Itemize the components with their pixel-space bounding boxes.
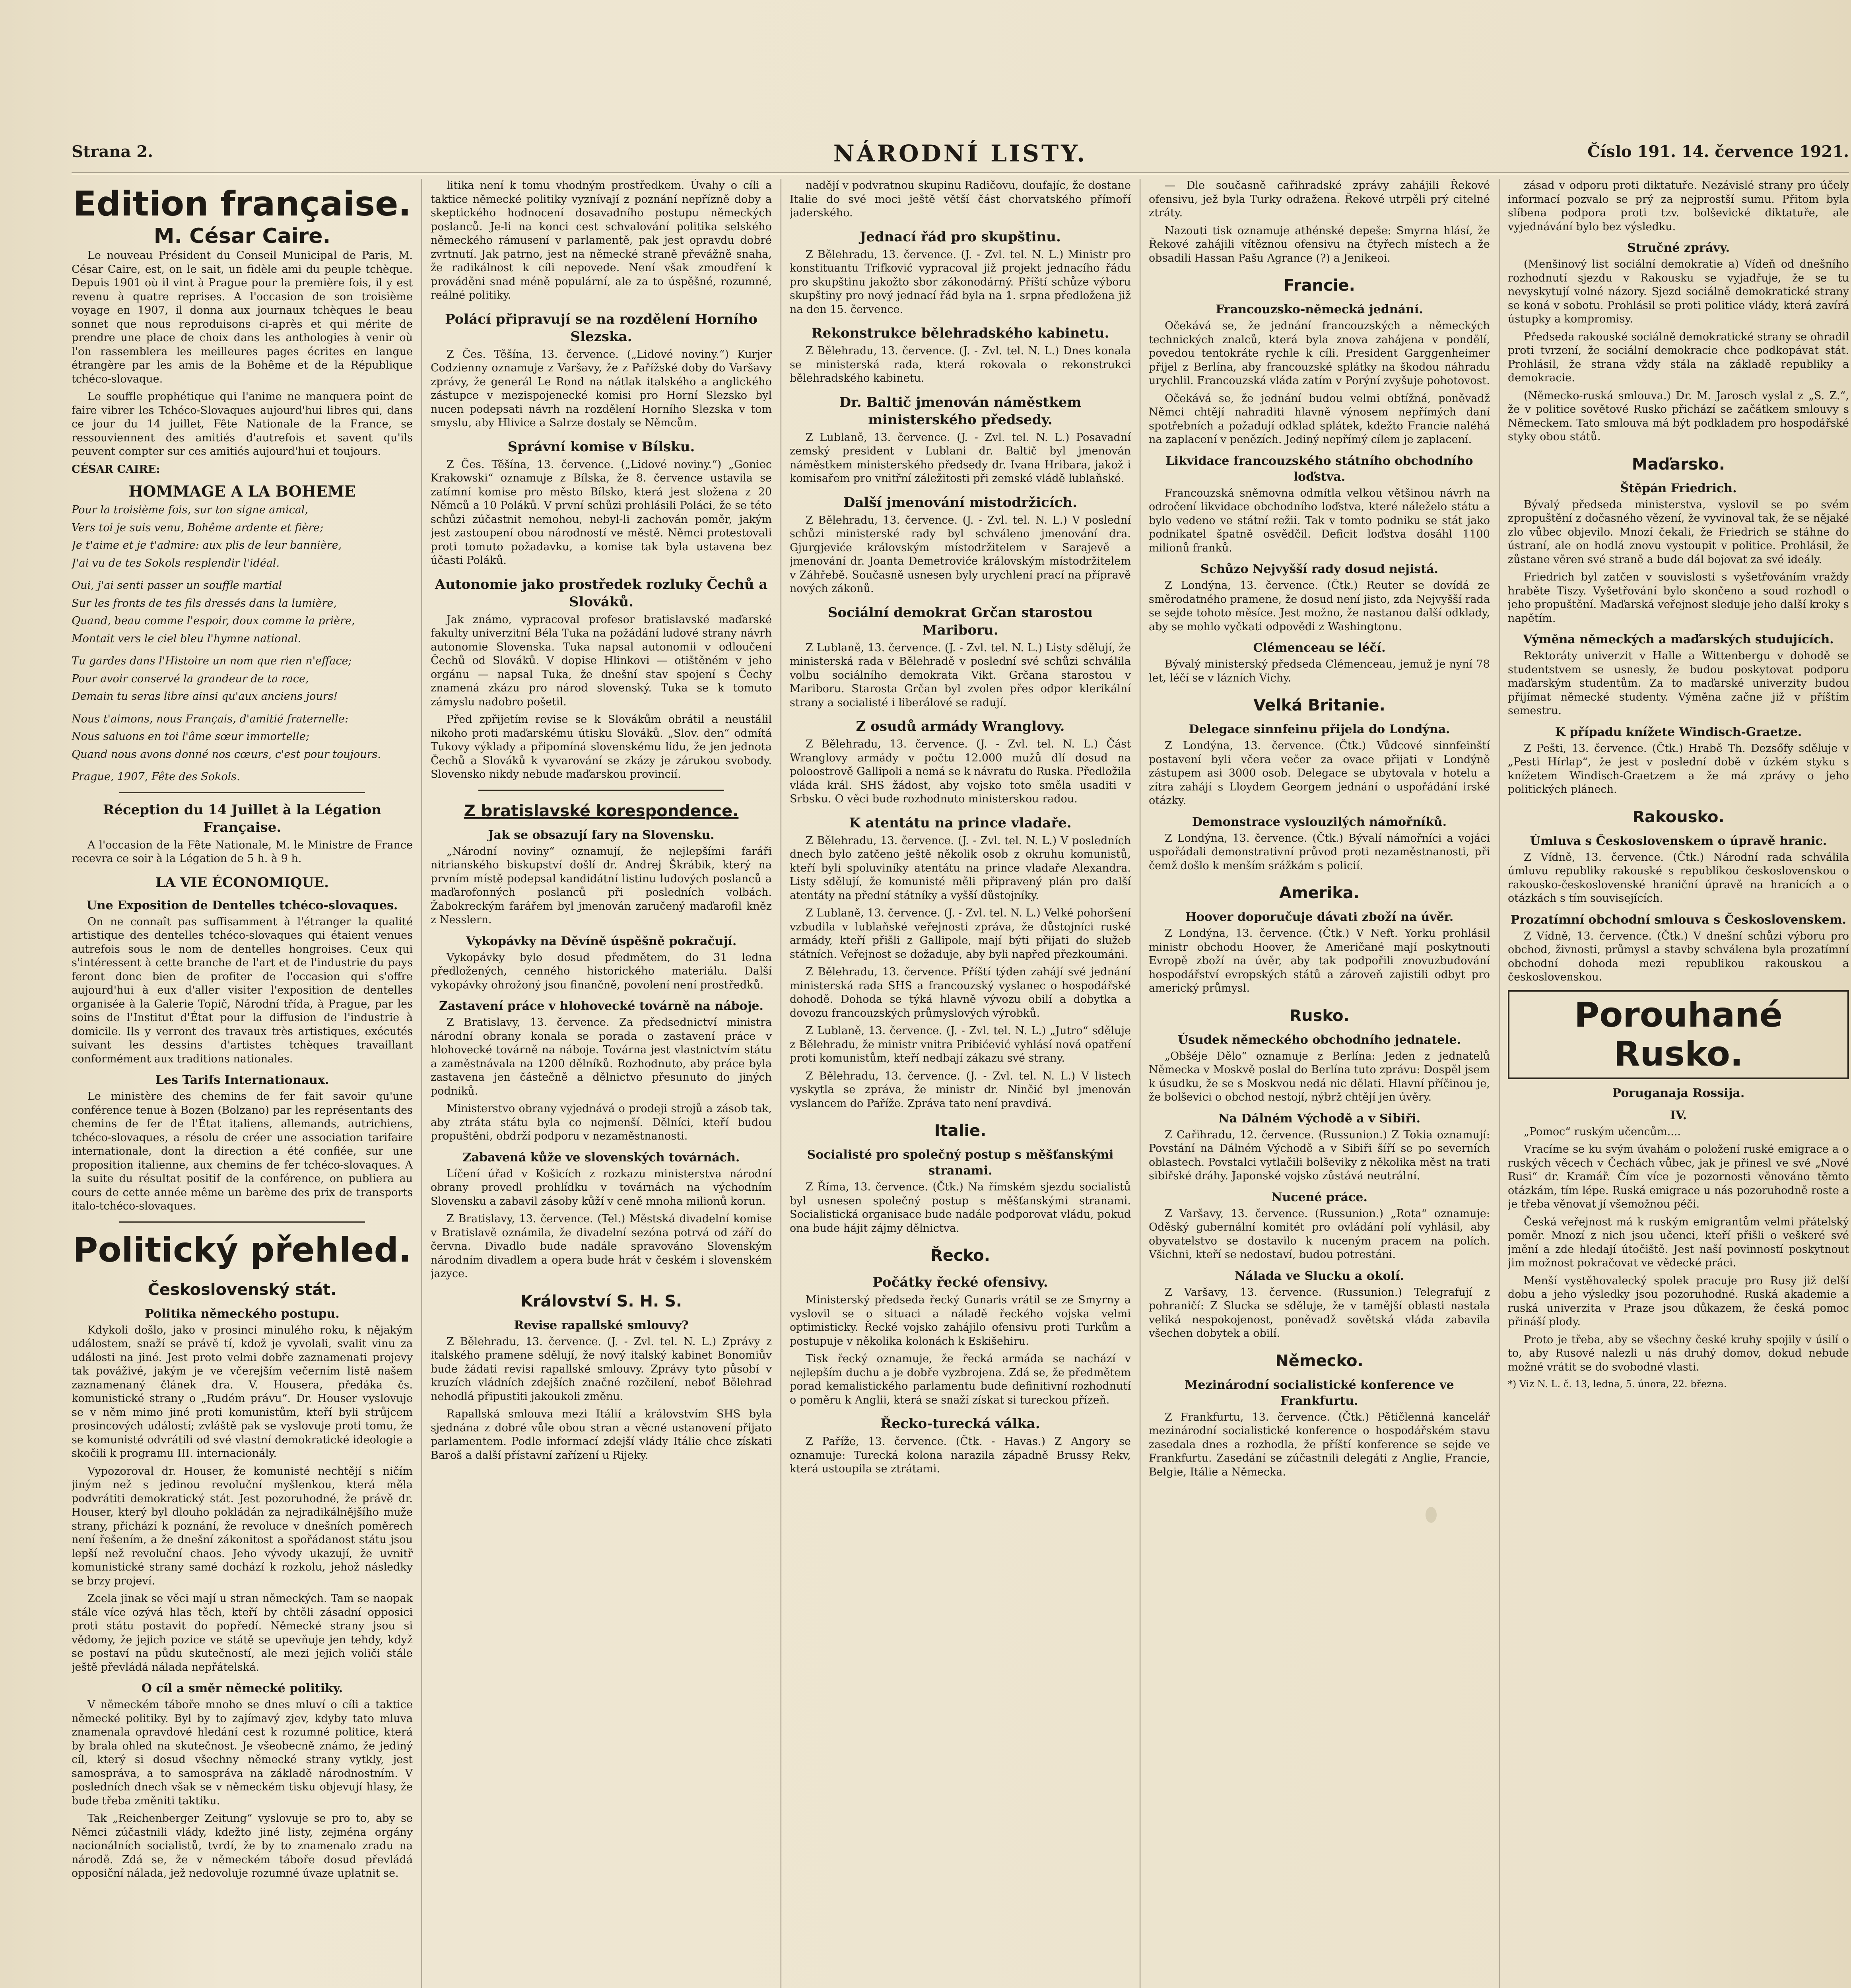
article-paragraph: Friedrich byl zatčen v souvislosti s vyšetřováním vraždy hraběte Tiszy. Vyšetřování bylo skončeno a soud rozhodl o jeho propuštění. Maďarská veřejnost sleduje jeho další kroky s napětím. bbox=[1508, 571, 1849, 625]
article-subheadline: Socialisté pro společný postup s měšťanskými stranami. bbox=[807, 1148, 1114, 1178]
article-paragraph: Z Cařihradu, 12. července. (Russunion.) Z Tokia oznamují: Povstání na Dálném Východě a v Sibiři šíří se po severních oblastech. Povstalci vytlačili bolševiky z několika měst na trati sibiřské dráhy. Japonské vojsko zůstává neutrální. bbox=[1149, 1128, 1490, 1182]
article-subheadline: Demonstrace vyslouzilých námořníků. bbox=[1192, 815, 1447, 829]
section-heading: Maďarsko. bbox=[1632, 455, 1725, 474]
section-heading: Italie. bbox=[934, 1122, 987, 1140]
article-paragraph: Z Pešti, 13. července. (Čtk.) Hrabě Th. Dezsőfy sděluje v „Pesti Hírlap“, že jest v poslední době v úzkém styku s knížetem Windisch-Graetzem a že má zprávy o jeho politických plánech. bbox=[1508, 742, 1849, 796]
article-paragraph: Z Frankfurtu, 13. července. (Čtk.) Pětičlenná kancelář mezinárodní socialistické konference o hospodářském stavu zasedala dnes a rozhodla, že příští konference se sejde ve Frankfurtu. Zasedání se zúčastnili delegáti z Anglie, Francie, Belgie, Itálie a Německa. bbox=[1149, 1411, 1490, 1478]
article-paragraph: Vracíme se ku svým úvahám o položení ruské emigrace a o ruských věcech v Čechách vůbec, jak je přinesl ve své „Nové Rusi“ dr. Kramář. Čím více je pozornosti věnováno těmto otázkám, tím lépe. Ruská emigrace u nás pozoruhodně roste a je třeba věnovat jí všemožnou péči. bbox=[1508, 1143, 1849, 1210]
article-headline: Rekonstrukce bělehradského kabinetu. bbox=[811, 325, 1109, 341]
poem-line: Demain tu seras libre ainsi qu'aux anciens jours! bbox=[72, 690, 338, 703]
article-paragraph: V německém táboře mnoho se dnes mluví o cíli a taktice německé politiky. Byl by to zajímavý zjev, kdyby tato mluva znamenala opravdové hledání cest k rozumné politice, která by brala ohled na skutečnost. Je všeobecně známo, že jediný cíl, který si dosud všechny německé strany vytkly, jest samospráva, a to samospráva na základě národnostním. V posledních dnech však se v německém tisku objevují hlasy, že bude třeba změniti taktiku. bbox=[72, 1699, 413, 1807]
article-paragraph: Le nouveau Président du Conseil Municipal de Paris, M. César Caire, est, on le sait, un fidèle ami du peuple tchèque. Depuis 1901 où il vint à Prague pour la première fois, il y est revenu à quatre reprises. A l'occasion de son troisième voyage en 1907, il donna aux journaux tchèques le beau sonnet que nous reproduisons ci-après et qui mérite de prendre une place de choix dans les anthologies à venir où l'on rassemblera les meilleures pages écrites en langue étrangère par les amis de la Bohême et de la République tchéco-slovaque. bbox=[72, 249, 413, 385]
article-paragraph: Z Londýna, 13. července. (Čtk.) Reuter se dovídá ze směrodatného pramene, že dosud není jisto, zda Nejvyšší rada se sejde tohoto měsíce. Jest možno, že nastanou další odklady, aby se mohlo vyčkati odpovědi z Washingtonu. bbox=[1149, 579, 1490, 633]
article-subheadline: Nucené práce. bbox=[1271, 1190, 1367, 1204]
article-subheadline: Francouzsko-německá jednání. bbox=[1216, 303, 1423, 316]
article-paragraph: Z Bratislavy, 13. července. Za předsednictví ministra národní obrany konala se porada o zastavení práce v hlohovecké továrně na náboje. Továrna jest vlastnictvím státu a zaměstnávala na 1200 dělníků. Rozhodnuto, aby práce byla zastavena jen částečně a dělnictvo přesunuto do jiných podniků. bbox=[431, 1016, 772, 1097]
article-paragraph: Z Bělehradu, 13. července. Příští týden zahájí své jednání ministerská rada SHS a francouzský vyslanec o hospodářské dohodě. Dohoda se týká hlavně vývozu obilí a dobytka a dovozu francouzských průmyslových výrobků. bbox=[790, 966, 1131, 1019]
article-subheadline: Úmluva s Československem o úpravě hranic. bbox=[1530, 834, 1827, 848]
article-paragraph: Rektoráty univerzit v Halle a Wittenbergu v dohodě se studentstvem se usnesly, že budou poskytovat podporu maďarským studentům. Za to maďarské univerzity budou přijímat německé studenty. Výměna začne již v příštím semestru. bbox=[1508, 650, 1849, 717]
article-paragraph: (Menšinový list sociální demokratie a) Vídeň od dnešního rozhodnutí sjezdu v Rakousku se vyjadřuje, že se tu nevyskytují volné názory. Sjezd sociálně demokratické strany se koná v sobotu. Prohlásil se proti politice vlády, která zavírá ústupky a kompromisy. bbox=[1508, 258, 1849, 325]
section-heading: Německo. bbox=[1275, 1351, 1363, 1370]
article-paragraph: Kdykoli došlo, jako v prosinci minulého roku, k nějakým událostem, snaží se právě tí, kdož je vyvolali, svalit vinu za události na jiné. Jest proto velmi dobře zaznamenati projevy tak pováživé, jakým je ve včerejším večerním listě našem zaznamenaný článek dra. V. Housera, předáka čs. komunistické strany o „Rudém právu“. Dr. Houser vyslovuje se v něm mimo jiné proti komunistům, kteří byli strůjcem prosincových událostí; zvláště pak se vyslovuje proti tomu, že se komunisté odvrátili od své vlastní demokratické ideologie a skočili k programu III. internacionály. bbox=[72, 1324, 413, 1460]
article-headline: Dr. Baltič jmenován náměstkem ministerského předsedy. bbox=[839, 394, 1082, 428]
article-paragraph: Bývalý ministerský předseda Clémenceau, jemuž je nyní 78 let, léčí se v lázních Vichy. bbox=[1149, 658, 1490, 684]
article-headline: Počátky řecké ofensivy. bbox=[872, 1274, 1048, 1290]
article-subheadline: O cíl a směr německé politiky. bbox=[141, 1681, 343, 1695]
article-subheadline: Les Tarifs Internationaux. bbox=[155, 1073, 329, 1087]
section-heading: Amerika. bbox=[1279, 884, 1360, 902]
column-3 bbox=[790, 179, 1131, 1988]
article-paragraph: Očekává se, že jednání francouzských a německých technických znalců, která byla znova zahájena v pondělí, povedou tentokráte rychle k cíli. President Garggenheimer přijel z Berlína, aby francouzské splátky na škodou náhradu urychlil. Francouzská vláda zatím v Porýní zvyšuje pohotovost. bbox=[1149, 320, 1490, 387]
article-paragraph: „Pomoc“ ruským učencům.... bbox=[1524, 1125, 1681, 1138]
issue-date: Číslo 191. 14. července 1921. bbox=[1587, 142, 1849, 161]
article-paragraph: nadějí v podvratnou skupinu Radičovu, doufajíc, že dostane Italie do své moci ještě větší část chorvatského přímoří jaderského. bbox=[790, 179, 1131, 219]
section-heading: Velká Britanie. bbox=[1253, 696, 1385, 714]
poem-line: Je t'aime et je t'admire: aux plis de leur bannière, bbox=[72, 539, 342, 551]
article-paragraph: Rapallská smlouva mezi Itálií a královstvím SHS byla sjednána z dobré vůle obou stran a věcné ustanovení přijato parlamentem. Podle informací zdejší vlády Itálie chce získati Baroš a další přístavní zařízení u Rijeky. bbox=[431, 1408, 772, 1462]
column-rule bbox=[421, 179, 422, 1988]
article-paragraph: litika není k tomu vhodným prostředkem. Úvahy o cíli a taktice německé politiky vyznívají z poznání nepřízně doby a skeptického hodnocení dosavadního postupu německých poslanců. Je-li na konci cest schvalování politika selského německého rámusení v parlamentě, pak jest opravdu dobré zvrtnutí. Jak patrno, jest na německé straně převážně snaha, že radikálnost k cíli nepovede. Není však zmoudření k prováděni snad méně populární, ale za to úspěšné, rozumné, reálné politiky. bbox=[431, 179, 772, 301]
section-divider bbox=[478, 790, 724, 791]
article-paragraph: Bývalý předseda ministerstva, vyslovil se po svém zpropuštění z dočasného vězení, že vyvinoval tak, že se nějaké zlo vůbec objevilo. Mnozí čekali, že Friedrich se stáhne do ústraní, ale on hodlá znovu vystoupit v politice. Prohlásil, že zůstane věren své straně a bude dál bojovat za své ideály. bbox=[1508, 498, 1849, 566]
article-paragraph: Z Bělehradu, 13. července. (J. - Zvl. tel. N. L.) Zprávy z italského pramene sdělují, že nový italský kabinet Bonomiův bude žádati revisi rapallské smlouvy. Zprávy tyto působí v kruzích vládních zdejších značné rozčilení, neboť Bělehrad nehodlá připustiti jakoukoli změnu. bbox=[431, 1335, 772, 1403]
article-paragraph: Nazouti tisk oznamuje athénské depeše: Smyrna hlásí, že Řekové zahájili vítěznou ofensivu na čtyřech místech a že obsadili Hassan Pašu Agrance (?) a Jenikeoi. bbox=[1149, 224, 1490, 264]
article-subheadline: Nálada ve Slucku a okolí. bbox=[1235, 1269, 1404, 1283]
article-paragraph: On ne connaît pas suffisamment à l'étranger la qualité artistique des dentelles tchéco-slovaques qui étaient venues autrefois sous le nom de dentelles hongroises. Ceux qui s'intéressent à cette branche de l'art et de l'industrie du pays feront donc bien de profiter de l'occasion qui s'offre aujourd'hui à eux d'aller visiter l'exposition de dentelles organisée à la Galerie Topič, Národní třída, à Prague, par les soins de l'Institut d'État pour la diffusion de l'industrie à domicile. Ils y verront des travaux très artistiques, exécutés suivant les dessins d'artistes tchèques travaillant conformément aux traditions nationales. bbox=[72, 915, 413, 1065]
article-headline: LA VIE ÉCONOMIQUE. bbox=[155, 874, 329, 891]
section-heading: Království S. H. S. bbox=[520, 1292, 682, 1310]
article-paragraph: Vypozoroval dr. Houser, že komunisté nechtějí s ničím jiným než s jedinou revoluční myšlenkou, která měla podvrátiti demokratický stát. Jest pozoruhodné, že právě dr. Houser, který byl dlouho pokládán za nejradikálnějšího muže strany, přichází k poznání, že revoluce v dnešních poměrech není řešením, a že dnešní zákonitost a spořádanost státu jsou lepší než revoluční chaos. Jeho vývody ukazují, že uvnitř komunistické strany samé dochází k rozkolu, jehož následky se brzy projeví. bbox=[72, 1465, 413, 1587]
feature-box bbox=[1508, 990, 1849, 1079]
article-headline: Polácí připravují se na rozdělení Horního Slezska. bbox=[445, 311, 757, 345]
section-divider bbox=[119, 792, 365, 793]
article-headline: Autonomie jako prostředek rozluky Čechů a Slováků. bbox=[435, 576, 768, 610]
column-1 bbox=[72, 179, 413, 1988]
article-paragraph: Česká veřejnost má k ruským emigrantům velmi přátelský poměr. Mnozí z nich jsou učenci, kteří přišli o veškeré své jmění a zde hledají útočiště. Jest naší povinností poskytnout jim možnost pokračovat ve vědecké práci. bbox=[1508, 1215, 1849, 1269]
article-paragraph: Zcela jinak se věci mají u stran německých. Tam se naopak stále více ozývá hlas těch, kteří by chtěli zásadní opposici proti státu postavit do popředí. Německé strany jsou si vědomy, že jejich pozice ve státě se upevňuje jen tehdy, když se postaví na půdu skutečností, ale mezi jejich voliči stále ještě převládá nálada nepřátelská. bbox=[72, 1592, 413, 1673]
article-subheadline: Prozatímní obchodní smlouva s Československem. bbox=[1511, 912, 1846, 927]
article-paragraph: Z Bělehradu, 13. července. (J. - Zvl. tel. N. L.) V posledních dnech bylo zatčeno ještě několik osob z okruhu komunistů, kteří byli spoluviníky atentátu na prince vladaře Alexandra. Listy sdělují, že komunisté měli připravený plán pro další atentáty na přední státníky a vyšší důstojníky. bbox=[790, 834, 1131, 902]
article-subheadline: Revise rapallské smlouvy? bbox=[514, 1318, 689, 1332]
article-paragraph: Před zpřijetím revise se k Slovákům obrátil a neustálil nikoho proti maďarskému útisku Slováků. „Slov. den“ odmítá Tukovy výklady a připomíná slovenskému lidu, že jen jednota Čechů a Slováků k vyvarování se zkázy je zárukou svobody. Slovensko nikdy nebude maďarskou provincií. bbox=[431, 713, 772, 780]
article-paragraph: Le souffle prophétique qui l'anime ne manquera point de faire vibrer les Tchéco-Slovaques aujourd'hui libres qui, dans ce jour du 14 juillet, Fête Nationale de la France, se ressouviennent des amitiés d'autrefois et savent qu'ils peuvent compter sur ces amitiés aujourd'hui et toujours. bbox=[72, 390, 413, 458]
article-headline: K atentátu na prince vladaře. bbox=[849, 815, 1072, 831]
article-paragraph: Z Varšavy, 13. července. (Russunion.) Telegrafují z pohraničí: Z Slucka se sděluje, že v tamější oblasti nastala veliká nespokojenost, poněvadž sovětská vláda zabavila všechen dobytek a obilí. bbox=[1149, 1286, 1490, 1340]
poem-line: Vers toi je suis venu, Bohême ardente et fière; bbox=[72, 521, 324, 534]
author-label: CÉSAR CAIRE: bbox=[72, 463, 160, 476]
article-paragraph: Z Bělehradu, 13. července. (J. - Zvl. tel. N. L.) V poslední schůzi ministerské rady byl schváleno jmenování dra. Gjurgjeviće královským místodržitelem v Sarajevě a jmenování dr. Joanta Demetroviće královským místodržitelem v Záhřebě. Současně usnesen byly urychlení prací na přípravě nových zákonů. bbox=[790, 514, 1131, 595]
masthead bbox=[72, 140, 1849, 174]
article-paragraph: „Národní noviny“ oznamují, že nejlepšími faráři nitrianského biskupství došlí dr. Andrej Škrábik, který na prvním místě podepsal kandidátní listinu ludových poslanců a maďarofonných poslanců při posledních volbách. Žabokreckým farářem byl jmenován zaručený maďarofil kněz z Nesslern. bbox=[431, 845, 772, 926]
article-paragraph: Z Londýna, 13. července. (Čtk.) Bývalí námořníci a vojáci uspořádali demonstrativní průvod proti nezaměstnanosti, při čemž došlo k menším srážkám s policií. bbox=[1149, 832, 1490, 872]
article-paragraph: Z Bratislavy, 13. července. (Tel.) Městská divadelní komise v Bratislavě oznámila, že divadelní sezóna potrvá od září do června. Divadlo bude nadále spravováno Slovenským národním divadlem a opera bude hrát v českém i slovenském jazyce. bbox=[431, 1213, 772, 1280]
columns bbox=[72, 179, 1849, 1988]
article-paragraph: Z Vídně, 13. července. (Čtk.) Národní rada schválila úmluvu republiky rakouské s republikou československou o rakousko-československé hraniční úpravě na hranicích a o otázkách s tím souvisejících. bbox=[1508, 851, 1849, 905]
section-heading: Z bratislavské korespondence. bbox=[464, 802, 739, 820]
article-subheadline: Úsudek německého obchodního jednatele. bbox=[1178, 1033, 1461, 1047]
article-headline: Réception du 14 Juillet à la Légation Française. bbox=[103, 802, 382, 835]
poem-line: Quand nous avons donné nos cœurs, c'est pour toujours. bbox=[72, 748, 381, 761]
poem-line: J'ai vu de tes Sokols resplendir l'idéal. bbox=[72, 557, 280, 569]
article-paragraph: Z Paříže, 13. července. (Čtk. - Havas.) Z Angory se oznamuje: Turecká kolona narazila západně Brussy Rekv, která ustoupila se ztrátami. bbox=[790, 1435, 1131, 1475]
article-paragraph: zásad v odporu proti diktatuře. Nezávislé strany pro účely informací pozvalo se prý za nejprostší sumu. Přitom byla slíbena podpora proti tzv. bolševické diktatuře, ale vyjednávání bylo bez výsledku. bbox=[1508, 179, 1849, 233]
article-subheadline: Likvidace francouzského státního obchodního loďstva. bbox=[1165, 454, 1473, 484]
article-subheadline: Politika německého postupu. bbox=[145, 1307, 340, 1321]
section-heading: Politický přehled. bbox=[73, 1230, 412, 1270]
article-headline: Řecko-turecká válka. bbox=[880, 1416, 1040, 1432]
feature-title: Porouhané Rusko. bbox=[1574, 995, 1783, 1074]
poem-title: HOMMAGE A LA BOHEME bbox=[128, 482, 356, 500]
article-subheadline: K případu knížete Windisch-Graetze. bbox=[1555, 725, 1802, 739]
article-paragraph: Líčení úřad v Košicích z rozkazu ministerstva národní obrany provedl prohlídku v továrnách na východním Slovensku a zabavil zásoby kůží v ceně mnoha milionů korun. bbox=[431, 1167, 772, 1208]
article-paragraph: Z Londýna, 13. července. (Čtk.) Vůdcové sinnfeinští postavení byli včera večer za ovace přijati v Londýně zástupem asi 3000 osob. Delegace se ubytovala v hotelu a zítra zahájí s Lloydem Georgem jednání o uspořádání irské otázky. bbox=[1149, 740, 1490, 807]
article-paragraph: Z Bělehradu, 13. července. (J. - Zvl. tel. N. L.) Část Wranglovy armády v počtu 12.000 mužů dlí dosud na poloostrově Gallipoli a nemá se k návratu do Ruska. Předložila vláda král. SHS žádost, aby vojsko toto směla usaditi v Srbsku. O věci bude rozhodnuto ministerskou radou. bbox=[790, 738, 1131, 805]
newspaper-title: NÁRODNÍ LISTY. bbox=[833, 140, 1088, 167]
article-paragraph: Z Vídně, 13. července. (Čtk.) V dnešní schůzi výboru pro obchod, živnosti, průmysl a stavby schválena byla prozatímní obchodní dohoda mezi republikou rakouskou a československou. bbox=[1508, 930, 1849, 983]
article-paragraph: Z Bělehradu, 13. července. (J. - Zvl. tel. N. L.) Dnes konala se ministerská rada, která rokovala o rekonstrukci bělehradského kabinetu. bbox=[790, 345, 1131, 384]
article-paragraph: Vykopávky bylo dosud předmětem, do 31 ledna předložených, cenného historického materiálu. Další vykopávky ohrožoný jsou finančně, povolení není prostředků. bbox=[431, 951, 772, 991]
article-paragraph: Očekává se, že jednání budou velmi obtížná, poněvadž Němci chtějí nahraditi hlavně výnosem nepřímých daní spotřebních a požadují odklad splátek, kdežto Francie naléhá na zaplacení v penězích. Jediný nepřímý cílem je zaplacení. bbox=[1149, 392, 1490, 446]
article-paragraph: „Obšéje Dělo“ oznamuje z Berlína: Jeden z jednatelů Německa v Moskvě poslal do Berlína tuto zprávu: Dospěl jsem k úsudku, že se s Moskvou nedá nic dělati. Hlavní příčinou je, že bolševici o obchod nestojí, nýbrž chtějí jen úvěry. bbox=[1149, 1050, 1490, 1103]
section-divider bbox=[119, 1221, 365, 1223]
article-paragraph: Z Čes. Těšína, 13. července. („Lidové noviny.“) „Goniec Krakowski“ oznamuje z Bílska, že 8. července ustavila se zatímní komise pro město Bílsko, která jest složena z 20 Němců a 10 Poláků. V první schůzi prohlásili Poláci, že se této schůzi zúčastnit nemohou, nebyl-li zachován poměr, jakým jest zastoupení obou národností ve městě. Němci protestovali proti tomuto požadavku, a komise tak byla ustavena bez účasti Poláků. bbox=[431, 458, 772, 567]
article-paragraph: Ministerstvo obrany vyjednává o prodeji strojů a zásob tak, aby ztráta státu byla co nejmenší. Dělníci, kteří budou propuštěni, obdrží podporu v nezaměstnanosti. bbox=[431, 1103, 772, 1142]
article-paragraph: (Německo-ruská smlouva.) Dr. M. Jarosch vyslal z „S. Z.“, že v politice sovětové Rusko přichází se začátkem smlouvy s Německem. Tato smlouva má být podkladem pro hospodářské styky obou států. bbox=[1508, 389, 1849, 443]
column-5 bbox=[1508, 179, 1849, 1988]
article-subheadline: Vykopávky na Děvíně úspěšně pokračují. bbox=[466, 934, 737, 948]
poem-line: Sur les fronts de tes fils dressés dans la lumière, bbox=[72, 597, 337, 610]
article-subheadline: Na Dálném Východě a v Sibiři. bbox=[1218, 1111, 1421, 1126]
article-subheadline: Schůzo Nejvyšší rady dosud nejistá. bbox=[1200, 562, 1438, 576]
article-paragraph: Ministerský předseda řecký Gunaris vrátil se ze Smyrny a vyslovil se o situaci a náladě řeckého vojska velmi optimisticky. Řecké vojsko zahájilo ofensivu proti Turkům a postupuje v několika kolonách k Eskišehiru. bbox=[790, 1294, 1131, 1347]
section-heading: Řecko. bbox=[930, 1246, 990, 1265]
poem-line: Pour la troisième fois, sur ton signe amical, bbox=[72, 504, 309, 516]
article-paragraph: Z Říma, 13. července. (Čtk.) Na římském sjezdu socialistů byl usnesen společný postup s měšťanskými stranami. Socialistická organisace bude nadále podporovat vládu, pokud ona bude hájit zájmy dělnictva. bbox=[790, 1181, 1131, 1235]
section-heading: Edition française. bbox=[73, 184, 412, 224]
article-paragraph: Z Londýna, 13. července. (Čtk.) V Neft. Yorku prohlásil ministr obchodu Hoover, že Američané mají poskytnouti Evropě zboží na úvěr, aby tak podpořili znovuzbudování hospodářství evropských států a zároveň zajistili odbyt pro americký průmysl. bbox=[1149, 927, 1490, 994]
paper-stain bbox=[1426, 1507, 1437, 1523]
article-paragraph: Z Lublaně, 13. července. (J. - Zvl. tel. N. L.) Velké pohoršení vzbudila v lublaňské veřejnosti zpráva, že důstojníci ruské armády, kteří přišli z Gallipole, mají býti přijati do služeb státních. Veřejnost se dožaduje, aby byli napřed přezkoumáni. bbox=[790, 907, 1131, 961]
article-subheadline: Stručné zprávy. bbox=[1627, 241, 1730, 255]
article-subtitle: M. César Caire. bbox=[153, 224, 331, 248]
section-heading: Rakousko. bbox=[1632, 808, 1725, 826]
article-headline: Z osudů armády Wranglovy. bbox=[856, 718, 1065, 734]
article-paragraph: — Dle současně cařihradské zprávy zahájili Řekové ofensivu, jež byla Turky odražena. Řekové utrpěli prý citelné ztráty. bbox=[1149, 179, 1490, 219]
section-heading: Francie. bbox=[1284, 276, 1355, 295]
poem-line: Nous t'aimons, nous Français, d'amitié fraternelle: bbox=[72, 712, 348, 725]
article-subheadline: IV. bbox=[1670, 1108, 1687, 1122]
poem-line: Prague, 1907, Fête des Sokols. bbox=[72, 771, 240, 783]
article-headline: Jednací řád pro skupštinu. bbox=[860, 229, 1061, 245]
article-paragraph: Francouzská sněmovna odmítla velkou většinou návrh na odročení likvidace obchodního loďstva, které náleželo státu a bylo vedeno ve státní režii. Tak v tomto podniku se stát jako podnikatel špatně osvědčil. Deficit loďstva dosáhl 1100 milionů franků. bbox=[1149, 487, 1490, 554]
article-paragraph: Z Lublaně, 13. července. (J. - Zvl. tel. N. L.) Listy sdělují, že ministerská rada v Bělehradě v poslední své schůzi schválila volbu sociálního demokrata Vikt. Grčana starostou v Mariboru. Starosta Grčan byl zvolen přes odpor klerikální strany a socialisté i liberálové se radují. bbox=[790, 641, 1131, 709]
poem-line: Nous saluons en toi l'âme sœur immortelle; bbox=[72, 730, 309, 743]
article-paragraph: Z Lublaně, 13. července. (J. - Zvl. tel. N. L.) „Jutro“ sděluje z Bělehradu, že ministr vnitra Pribićević vyhlásí nová opatření proti komunistům, kteří nedbají zákazu své strany. bbox=[790, 1025, 1131, 1064]
article-subheadline: Hoover doporučuje dávati zboží na úvěr. bbox=[1185, 910, 1454, 924]
poem-line: Pour avoir conservé la grandeur de ta race, bbox=[72, 672, 309, 685]
article-paragraph: Proto je třeba, aby se všechny české kruhy spojily v úsilí o to, aby Rusové nalezli u nás druhý domov, dokud nebude možné vrátit se do svobodné vlasti. bbox=[1508, 1333, 1849, 1373]
article-paragraph: Tak „Reichenberger Zeitung“ vyslovuje se pro to, aby se Němci zúčastnili vlády, kdežto jiné listy, zejména orgány nacionálních socialistů, tvrdí, že by to znamenalo zradu na národě. Zdá se, že v německém táboře dosud převládá opposiční nálada, jež nedovoluje rozumné úvaze uplatnit se. bbox=[72, 1812, 413, 1879]
poem-line: Tu gardes dans l'Histoire un nom que rien n'efface; bbox=[72, 655, 352, 667]
article-subheadline: Poruganaja Rossija. bbox=[1612, 1086, 1745, 1100]
article-subheadline: Štěpán Friedrich. bbox=[1620, 481, 1737, 495]
article-subheadline: Zastavení práce v hlohovecké továrně na náboje. bbox=[439, 999, 763, 1013]
poem-line: Quand, beau comme l'espoir, doux comme la prière, bbox=[72, 615, 355, 627]
column-2 bbox=[431, 179, 772, 1988]
section-heading: Rusko. bbox=[1289, 1006, 1350, 1025]
section-heading: Československý stát. bbox=[148, 1280, 337, 1299]
article-paragraph: Z Lublaně, 13. července. (J. - Zvl. tel. N. L.) Posavadní zemský president v Lublani dr. Baltič byl jmenován náměstkem ministerského předsedy dr. Ivana Hribara, jakož i komisařem pro vnitřní záležitosti při zemské vládě lublaňské. bbox=[790, 431, 1131, 485]
article-paragraph: Menší vystěhovalecký spolek pracuje pro Rusy již delší dobu a jeho výsledky jsou pozoruhodné. Ruská akademie a ruská univerzita v Praze jsou důkazem, že česká pomoc přináší plody. bbox=[1508, 1274, 1849, 1328]
article-paragraph: Jak známo, vypracoval profesor bratislavské maďarské fakulty univerzitní Béla Tuka na požádání ludové strany návrh autonomie Slovenska. Tuka napsal autonomii v odloučení Čechů od Slováků. V dopise Hlinkovi — otištěném v jeho orgánu — napsal Tuka, že dnešní stav spojení s Čechy znamená zkázu pro národ slovenský. Tuka se k tomuto zámyslu nadobro pošetil. bbox=[431, 613, 772, 708]
article-paragraph: Z Bělehradu, 13. července. (J. - Zvl. tel. N. L.) V listech vyskytla se zpráva, že ministr dr. Ninčić byl jmenován vyslancem do Paříže. Zpráva tato není pravdivá. bbox=[790, 1070, 1131, 1110]
article-paragraph: Předseda rakouské sociálně demokratické strany se ohradil proti tvrzení, že sociální demokracie chce podkopávat stát. Prohlásil, že strana vždy stála na základě republiky a demokracie. bbox=[1508, 330, 1849, 384]
article-paragraph: A l'occasion de la Fête Nationale, M. le Ministre de France recevra ce soir à la Légation de 5 h. à 9 h. bbox=[72, 839, 413, 865]
article-subheadline: Výměna německých a maďarských studujících. bbox=[1523, 633, 1834, 646]
footnote: *) Viz N. L. č. 13, ledna, 5. února, 22. března. bbox=[1508, 1378, 1727, 1390]
article-subheadline: Une Exposition de Dentelles tchéco-slovaques. bbox=[86, 898, 398, 912]
article-subheadline: Clémenceau se léčí. bbox=[1253, 641, 1386, 655]
article-paragraph: Tisk řecký oznamuje, že řecká armáda se nachází v nejlepším duchu a je dobře vyzbrojena. Zdá se, že předmětem porad kemalistického parlamentu bude definitivní rozhodnutí o poměru k Anglii, která se snaží získat si tureckou přízeň. bbox=[790, 1353, 1131, 1406]
poem-line: Oui, j'ai senti passer un souffle martial bbox=[72, 579, 282, 592]
page-number: Strana 2. bbox=[72, 142, 153, 161]
article-headline: Správní komise v Bílsku. bbox=[507, 439, 695, 455]
poem-line: Montait vers le ciel bleu l'hymne national. bbox=[72, 632, 301, 645]
article-subheadline: Delegace sinnfeinu přijela do Londýna. bbox=[1189, 722, 1450, 736]
article-paragraph: Z Bělehradu, 13. července. (J. - Zvl. tel. N. L.) Ministr pro konstituantu Trifković vypracoval již projekt jednacího řádu pro skupštinu jakožto sbor zákonodárný. Příští schůze výboru skupštiny pro nový jednací řád byla na 1. srpna předložena již na den 15. července. bbox=[790, 248, 1131, 316]
article-subheadline: Jak se obsazují fary na Slovensku. bbox=[488, 828, 715, 842]
column-4 bbox=[1149, 179, 1490, 1988]
article-subheadline: Zabavená kůže ve slovenských továrnách. bbox=[462, 1150, 740, 1165]
article-headline: Další jmenování mistodržicích. bbox=[843, 494, 1078, 511]
article-paragraph: Z Čes. Těšína, 13. července. („Lidové noviny.“) Kurjer Codzienny oznamuje z Varšavy, že z Pařížské doby do Varšavy zprávy, že generál Le Rond na nátlak italského a anglického zástupce v mezispojenecké komisi pro Horní Slezsko byl nucen podepsati návrh na rozdělení Horního Slezska v tom smyslu, aby Hlivice a Salrze dostaly se Němcům. bbox=[431, 348, 772, 429]
poem bbox=[72, 503, 413, 784]
article-paragraph: Le ministère des chemins de fer fait savoir qu'une conférence tenue à Bozen (Bolzano) par les représentants des chemins de fer de l'État italiens, allemands, autrichiens, tchéco-slovaques, a résolu de créer une association tarifaire internationale, dont la direction a été confiée, sur une proposition italienne, aux chemins de fer tchéco-slovaques. A la suite du résultat positif de la conférence, on publiera au cours de cette année même un barème des prix de transports italo-tchéco-slovaques. bbox=[72, 1090, 413, 1212]
article-headline: Sociální demokrat Grčan starostou Mariboru. bbox=[827, 604, 1093, 638]
article-subheadline: Mezinárodní socialistické konference ve Frankfurtu. bbox=[1185, 1378, 1454, 1408]
article-paragraph: Z Varšavy, 13. července. (Russunion.) „Rota“ oznamuje: Oděský gubernální komitét pro ovládání polí vyhlásil, aby obyvatelstvo se dostavilo k nuceným pracem na polích. Všichni, kteří se nedostaví, budou potrestáni. bbox=[1149, 1207, 1490, 1261]
